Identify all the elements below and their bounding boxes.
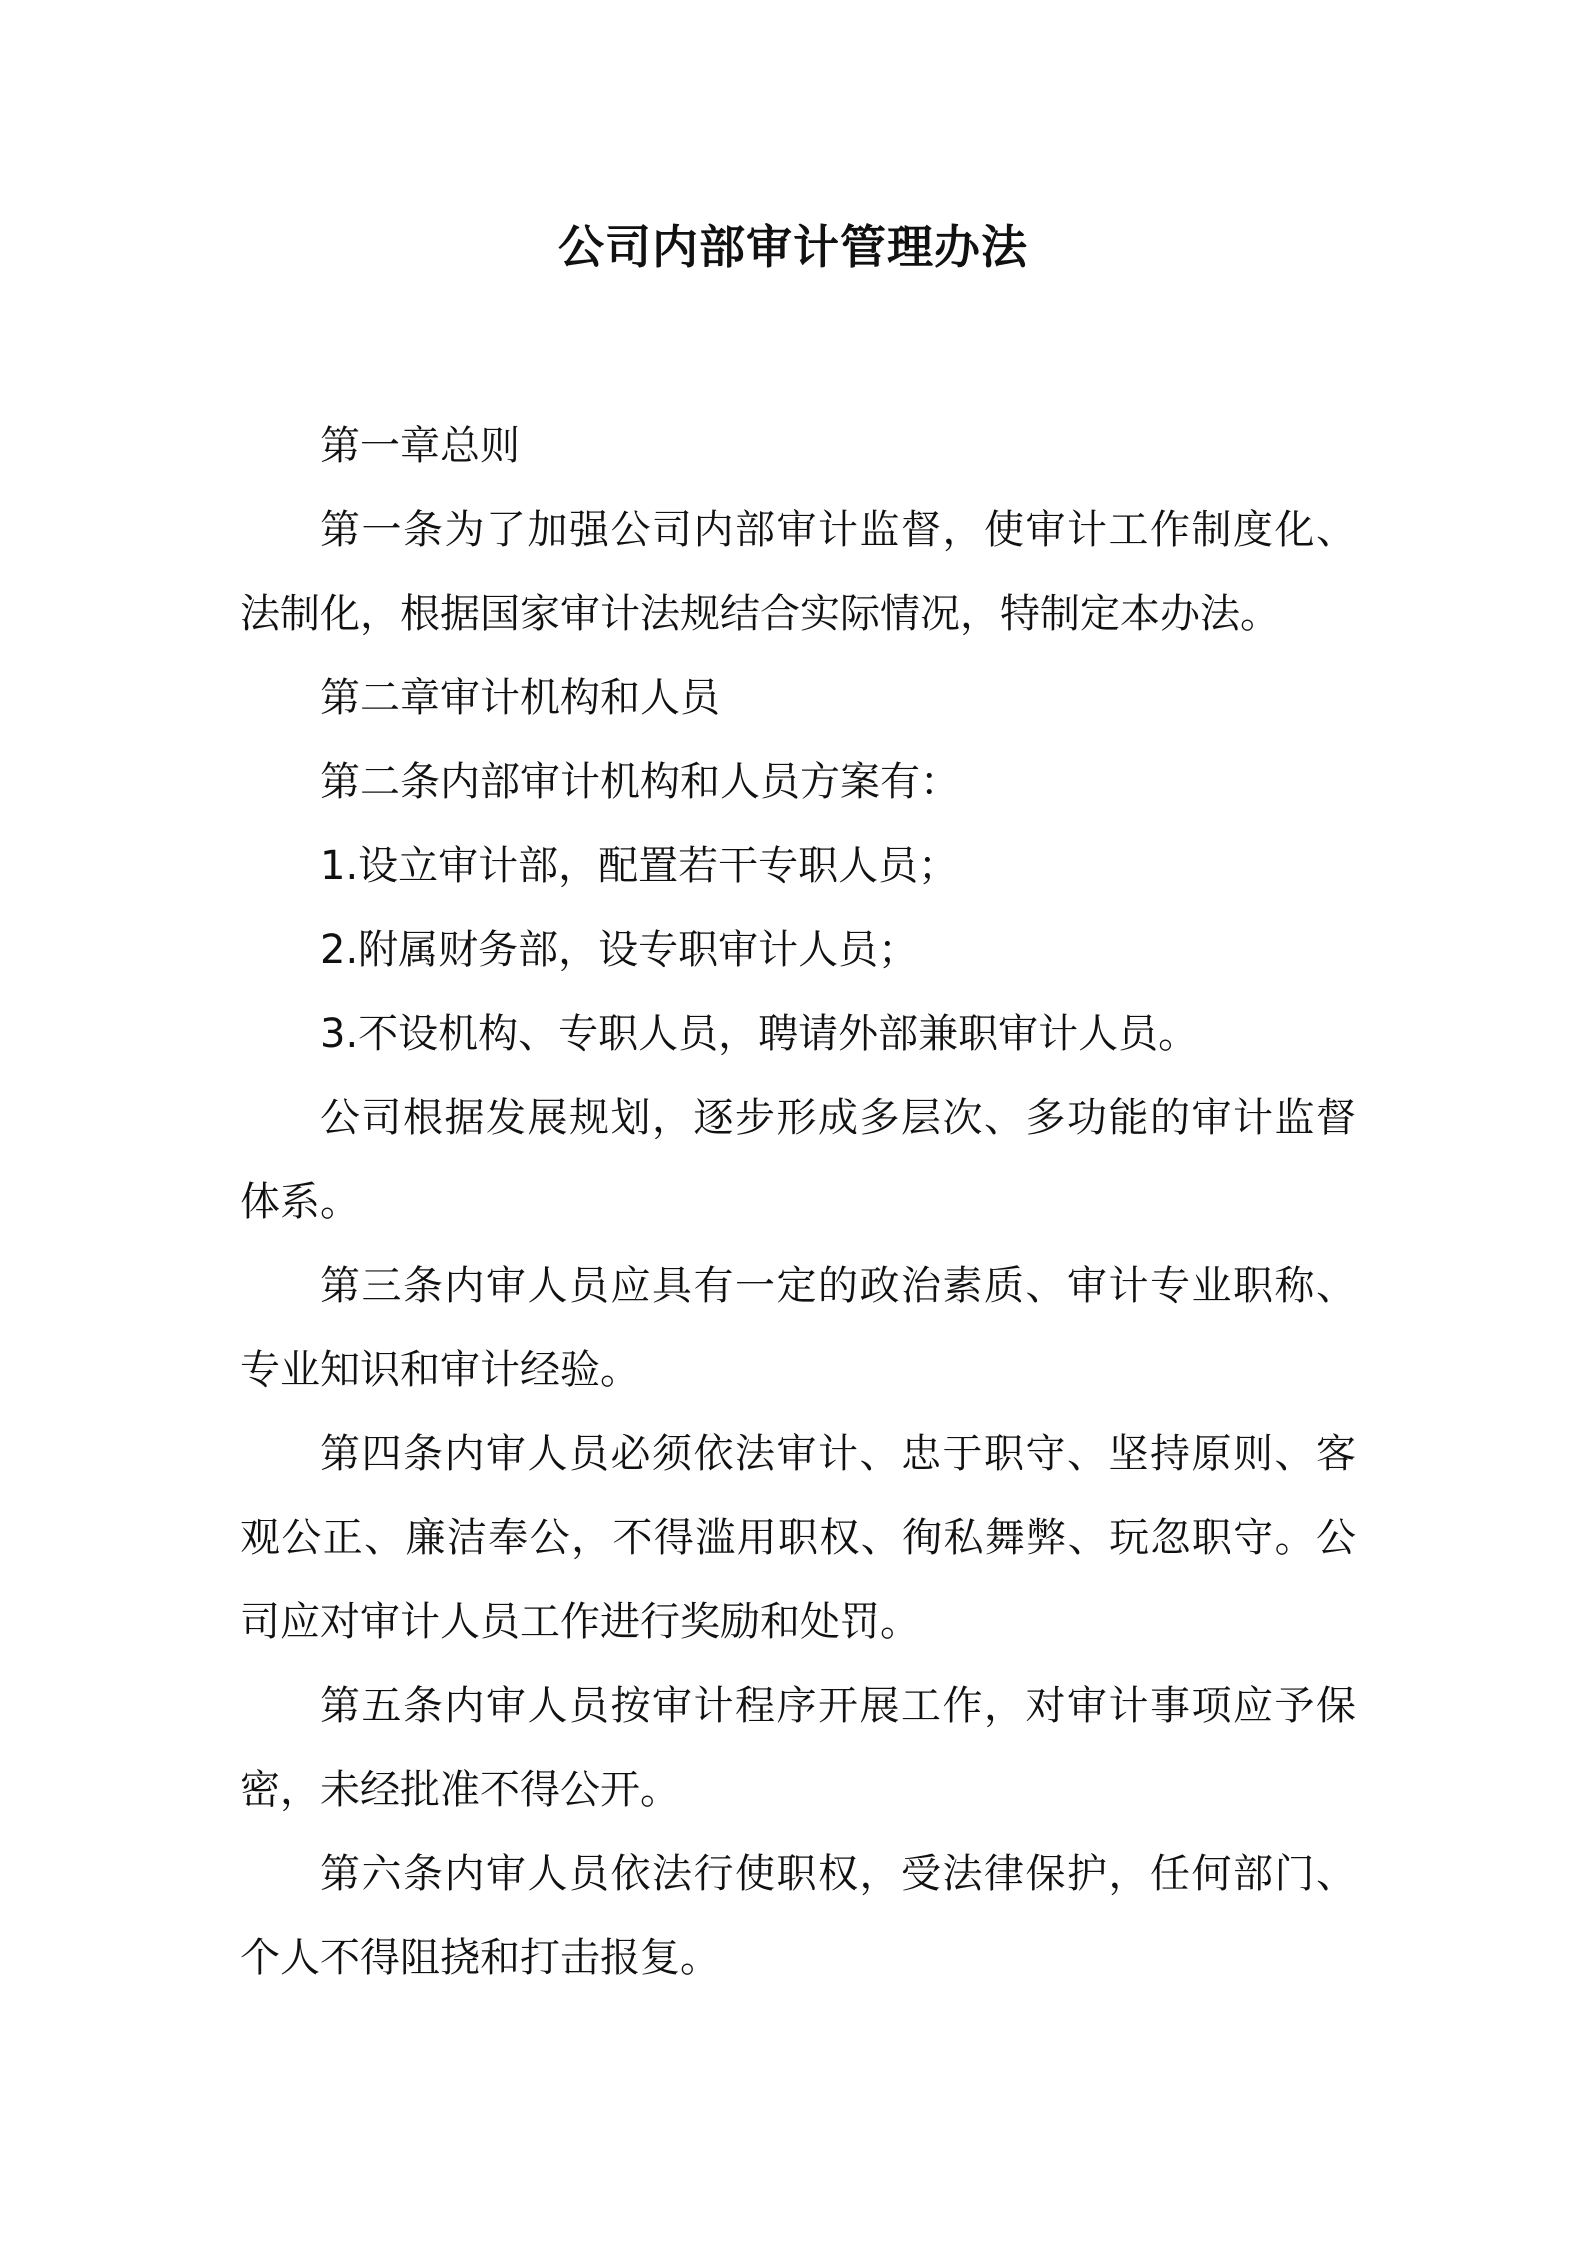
article-paragraph: 第二条内部审计机构和人员方案有：	[320, 759, 960, 805]
list-item: 3.不设机构、专职人员，聘请外部兼职审计人员。	[320, 1011, 1199, 1057]
body-paragraph: 公司根据发展规划，逐步形成多层次、多功能的审计监督体系。	[240, 1095, 1356, 1225]
list-item: 1.设立审计部，配置若干专职人员；	[320, 843, 959, 889]
list-item: 2.附属财务部，设专职审计人员；	[320, 927, 919, 973]
document-title: 公司内部审计管理办法	[558, 220, 1028, 274]
document-body	[240, 404, 1356, 2000]
article-paragraph: 第三条内审人员应具有一定的政治素质、审计专业职称、专业知识和审计经验。	[240, 1263, 1356, 1393]
article-paragraph: 第四条内审人员必须依法审计、忠于职守、坚持原则、客观公正、廉洁奉公，不得滥用职权、徇私舞弊、玩忽职守。公司应对审计人员工作进行奖励和处罚。	[240, 1431, 1356, 1645]
article-paragraph: 第一条为了加强公司内部审计监督，使审计工作制度化、法制化，根据国家审计法规结合实际情况，特制定本办法。	[240, 507, 1356, 637]
chapter-heading: 第一章总则	[320, 423, 520, 469]
chapter-heading: 第二章审计机构和人员	[320, 675, 720, 721]
article-paragraph: 第五条内审人员按审计程序开展工作，对审计事项应予保密，未经批准不得公开。	[240, 1683, 1356, 1813]
article-paragraph: 第六条内审人员依法行使职权，受法律保护，任何部门、个人不得阻挠和打击报复。	[240, 1851, 1356, 1981]
